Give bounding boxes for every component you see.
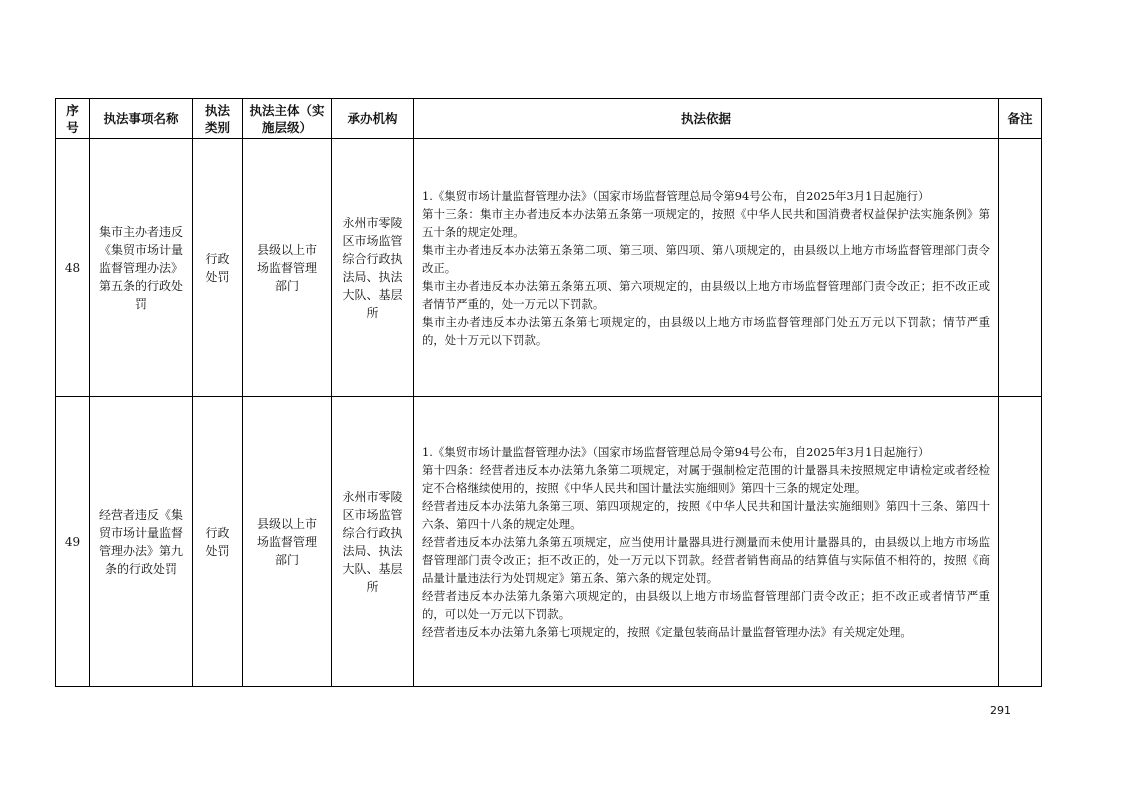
row-name: 集市主办者违反《集贸市场计量监督管理办法》第五条的行政处罚 [90,139,193,397]
basis-line: 第十三条：集市主办者违反本办法第五条第一项规定的，按照《中华人民共和国消费者权益保护法实施条例》第五十条的规定处理。 [422,206,990,239]
header-remark: 备注 [999,99,1042,139]
basis-line: 经营者违反本办法第九条第七项规定的，按照《定量包装商品计量监督管理办法》有关规定处理。 [422,624,912,639]
header-category: 执法类别 [193,99,243,139]
row-category: 行政处罚 [193,139,243,397]
header-seq: 序号 [56,99,90,139]
row-seq: 49 [56,397,90,687]
basis-line: 集市主办者违反本办法第五条第二项、第三项、第四项、第八项规定的，由县级以上地方市场监督管理部门责令改正。 [422,242,990,275]
row-org: 永州市零陵区市场监管综合行政执法局、执法大队、基层所 [332,397,414,687]
header-row [56,99,1042,139]
row-remark [999,397,1042,687]
header-basis: 执法依据 [414,99,999,139]
page-number: 291 [990,704,1011,717]
row-basis [414,139,999,397]
basis-line: 经营者违反本办法第九条第三项、第四项规定的，按照《中华人民共和国计量法实施细则》第四十三条、第四十六条、第四十八条的规定处理。 [422,498,990,531]
row-subject: 县级以上市场监督管理部门 [243,139,332,397]
row-subject: 县级以上市场监督管理部门 [243,397,332,687]
row-basis [414,397,999,687]
row-category: 行政处罚 [193,397,243,687]
table-row [56,397,1042,687]
basis-line: 1.《集贸市场计量监督管理办法》（国家市场监督管理总局令第94号公布，自2025年3月1日起施行） [422,444,930,459]
basis-line: 经营者违反本办法第九条第五项规定，应当使用计量器具进行测量而未使用计量器具的，由县级以上地方市场监督管理部门责令改正；拒不改正的，处一万元以下罚款。经营者销售商品的结算值与实际值不相符的，按照《商品量计量违法行为处罚规定》第五条、第六条的规定处罚。 [422,534,990,585]
row-name: 经营者违反《集贸市场计量监督管理办法》第九条的行政处罚 [90,397,193,687]
header-subject: 执法主体（实施层级） [243,99,332,139]
row-org: 永州市零陵区市场监管综合行政执法局、执法大队、基层所 [332,139,414,397]
header-org: 承办机构 [332,99,414,139]
row-seq: 48 [56,139,90,397]
table-row [56,139,1042,397]
header-name: 执法事项名称 [90,99,193,139]
enforcement-table [55,98,1042,687]
basis-line: 经营者违反本办法第九条第六项规定的，由县级以上地方市场监督管理部门责令改正；拒不改正或者情节严重的，可以处一万元以下罚款。 [422,588,990,621]
basis-line: 集市主办者违反本办法第五条第七项规定的，由县级以上地方市场监督管理部门处五万元以下罚款；情节严重的，处十万元以下罚款。 [422,314,990,347]
basis-line: 1.《集贸市场计量监督管理办法》（国家市场监督管理总局令第94号公布，自2025年3月1日起施行） [422,188,930,203]
row-remark [999,139,1042,397]
basis-line: 集市主办者违反本办法第五条第五项、第六项规定的，由县级以上地方市场监督管理部门责令改正；拒不改正或者情节严重的，处一万元以下罚款。 [422,278,990,311]
basis-line: 第十四条：经营者违反本办法第九条第二项规定，对属于强制检定范围的计量器具未按照规定申请检定或者经检定不合格继续使用的，按照《中华人民共和国计量法实施细则》第四十三条的规定处理。 [422,462,990,495]
